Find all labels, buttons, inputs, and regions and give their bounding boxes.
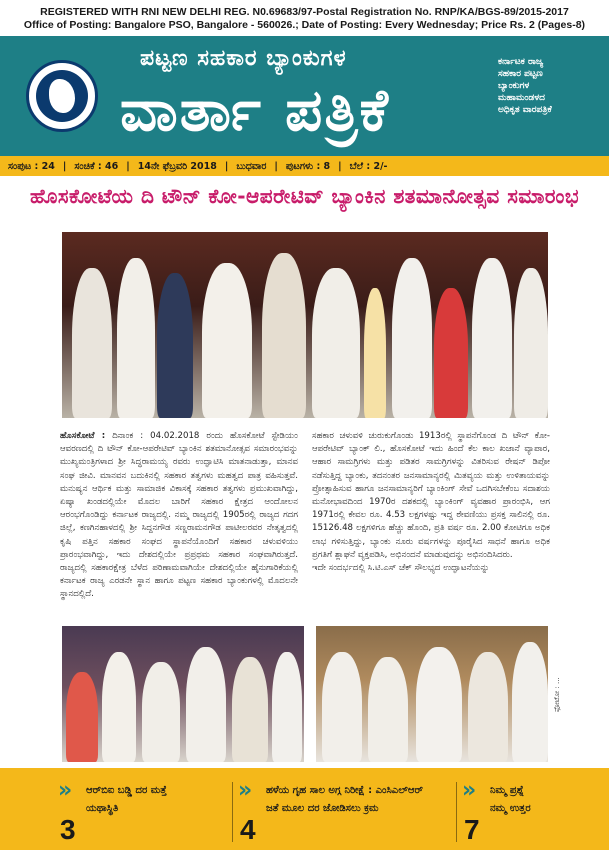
teaser-text: ಆರ್‌ಬಿಐ ಬಡ್ಡಿ ದರ ಮತ್ತೆ ಯಥಾಸ್ಥಿತಿ bbox=[86, 785, 167, 814]
issue-info-bar: ಸಂಪುಟ : 24 | ಸಂಚಿಕೆ : 46 | 14ನೇ ಫೆಬ್ರವರಿ 2018 | ಬುಧವಾರ | ಪುಟಗಳು : 8 | ಬೆಲೆ : 2/- bbox=[0, 156, 609, 176]
double-chevron-icon: » bbox=[58, 778, 73, 803]
issue-label: ಸಂಚಿಕೆ : 46 bbox=[74, 160, 119, 172]
day-label: ಬುಧವಾರ bbox=[236, 160, 267, 172]
event-photo-bottom-left bbox=[60, 624, 306, 764]
teaser-text: ಹಳೆಯ ಗೃಹ ಸಾಲ ಅಗ್ಗ ನಿರೀಕ್ಷೆ : ಎಂಸಿಎಲ್‌ಆರ್ ಜತೆ ಮೂಲ ದರ ಜೋಡಿಸಲು ಕ್ರಮ bbox=[266, 785, 424, 814]
article-column-1-text: ದಿನಾಂಕ : 04.02.2018 ರಂದು ಹೊಸಕೋಟೆ ಸ್ಟೇಡಿಯಂ ಆವರಣದಲ್ಲಿ ದಿ ಟೌನ್ ಕೋ-ಆಪರೇಟಿವ್ ಬ್ಯಾಂಕಿನ ಶತಮಾನೋತ್ಸವ ಸಮಾರಂಭವನ್ನು ಮುಖ್ಯಮಂತ್ರಿಗಳಾದ ಶ್ರೀ ಸಿದ್ಧರಾಮಯ್ಯ ರವರು ಉದ್ಘಾಟಿಸಿ ಮಾತನಾಡುತ್ತಾ, ಮಾನವ ಸಂಘ ಜೀವಿ. ಮಾನವನ ಬದುಕಿನಲ್ಲಿ ಸಹಕಾರ ತತ್ವಗಳು ಮಹತ್ವದ ಪಾತ್ರ ವಹಿಸುತ್ತವೆ. ಮನುಷ್ಯನ ಆರ್ಥಿಕ ಮತ್ತು ಸಾಮಾಜಿಕ ವಿಕಾಸಕ್ಕೆ ಸಹಕಾರ ತತ್ವಗಳು ಪ್ರಮುಖವಾಗಿದ್ದು, ಏಷ್ಯಾ ಖಂಡದಲ್ಲಿಯೇ ಮೊದಲ ಬಾರಿಗೆ ಸಹಕಾರ ಕ್ಷೇತ್ರದ ಆಂದೋಲನ ಆರಂಭಗೊಂಡಿದ್ದು ಕರ್ನಾಟಕ ರಾಜ್ಯದಲ್ಲಿ. ನಮ್ಮ ರಾಜ್ಯದಲ್ಲಿ 1905ರಲ್ಲಿ ರಾಜ್ಯದ ಗದಗ ಜಿಲ್ಲೆ, ಕಣಗಿನಹಾಳದಲ್ಲಿ ಶ್ರೀ ಸಿದ್ದನಗೌಡ ಸಣ್ಣರಾಮನಗೌಡ ಪಾಟೀಲರವರ ನೇತೃತ್ವದಲ್ಲಿ ಕೃಷಿ ಪತ್ತಿನ ಸಹಕಾರ ಸಂಘದ ಸ್ಥಾಪನೆಯೊಂದಿಗೆ ಸಹಕಾರ ಚಳುವಳಿಯು ಪ್ರಾರಂಭವಾಗಿದ್ದು, ಇದು ದೇಶದಲ್ಲಿಯೇ ಪ್ರಪ್ರಥಮ ಸಹಕಾರ ಸಂಘವಾಗಿರುತ್ತದೆ. ರಾಜ್ಯದಲ್ಲಿ ಸಹಕಾರಕ್ಷೇತ್ರ ಬೆಳೆದ ಪರಿಣಾಮವಾಗಿಯೇ ದೇಶದಲ್ಲಿಯೇ ಹೈನುಗಾರಿಕೆಯಲ್ಲಿ ಕರ್ನಾಟಕ ರಾಜ್ಯ ಎರಡನೇ ಸ್ಥಾನ ಹಾಗೂ ಪಟ್ಟಣ ಸಹಕಾರ ಬ್ಯಾಂಕುಗಳಲ್ಲಿ ಮೊದಲನೇ ಸ್ಥಾನದಲ್ಲಿದೆ. bbox=[60, 431, 298, 600]
footer-divider bbox=[456, 782, 457, 842]
teaser-page-number: 7 bbox=[464, 814, 480, 845]
teaser-page-4[interactable] bbox=[238, 780, 453, 846]
footer-teasers bbox=[0, 768, 609, 850]
registration-line-1: REGISTERED WITH RNI NEW DELHI REG. N0.69683/97-Postal Registration No. RNP/KA/BGS-89/2015-2017 bbox=[40, 6, 569, 18]
teaser-text: ನಿಮ್ಮ ಪ್ರಶ್ನೆ ನಮ್ಮ ಉತ್ತರ bbox=[490, 785, 531, 814]
double-chevron-icon: » bbox=[238, 778, 253, 803]
masthead-subtitle: ಪಟ್ಟಣ ಸಹಕಾರ ಬ್ಯಾಂಕುಗಳ bbox=[140, 46, 347, 71]
volume-label: ಸಂಪುಟ : 24 bbox=[8, 160, 55, 172]
article-column-1 bbox=[60, 430, 298, 620]
karnataka-map-logo-icon bbox=[26, 60, 98, 132]
registration-line-2: Office of Posting: Bangalore PSO, Bangalore - 560026.; Date of Posting: Every Wednesday; Price Rs. 2 (Pages-8) bbox=[23, 19, 586, 31]
teaser-page-7[interactable] bbox=[462, 780, 602, 846]
masthead-side-note: ಕರ್ನಾಟಕ ರಾಜ್ಯ ಸಹಕಾರ ಪಟ್ಟಣ ಬ್ಯಾಂಕುಗಳ ಮಹಾಮಂಡಳದ ಅಧಿಕೃತ ವಾರಪತ್ರಿಕೆ bbox=[498, 57, 552, 115]
masthead bbox=[0, 36, 609, 156]
teaser-page-number: 3 bbox=[60, 814, 76, 845]
footer-divider bbox=[232, 782, 233, 842]
article-dateline: ಹೊಸಕೋಟೆ : bbox=[60, 431, 106, 441]
pages-label: ಪುಟಗಳು : 8 bbox=[285, 160, 331, 172]
registration-header bbox=[0, 6, 609, 32]
photo-credit: ಫೋಟೋ : ... bbox=[553, 677, 561, 712]
price-label: ಬೆಲೆ : 2/- bbox=[349, 160, 388, 172]
masthead-title: ವಾರ್ತಾ ಪತ್ರಿಕೆ bbox=[120, 76, 390, 144]
date-label: 14ನೇ ಫೆಬ್ರವರಿ 2018 bbox=[137, 160, 217, 172]
teaser-page-number: 4 bbox=[240, 814, 256, 845]
main-event-photo bbox=[60, 230, 550, 420]
teaser-page-3[interactable] bbox=[58, 780, 228, 846]
event-photo-bottom-right bbox=[314, 624, 550, 764]
article-body bbox=[60, 430, 550, 620]
double-chevron-icon: » bbox=[462, 778, 477, 803]
article-column-2: ಸಹಕಾರ ಚಳುವಳಿ ಚುರುಕುಗೊಂಡು 1913ರಲ್ಲಿ ಸ್ಥಾಪನೆಗೊಂಡ ದಿ ಟೌನ್ ಕೋ-ಆಪರೇಟಿವ್ ಬ್ಯಾಂಕ್ ಲಿ., ಹೊಸಕೋಟೆ ಇದು ಹಿಂದೆ ಕೆಲ ಕಾಲ ಖಜಾನೆ ವ್ಯಾಪಾರ, ಆಹಾರ ಸಾಮಗ್ರಿಗಳು ಮತ್ತು ಪಡಿತರ ಸಾಮಗ್ರಿಗಳನ್ನು ವಿತರಿಸುವ ರೇಷನ್ ಡಿಪೋ ನಡೆಸುತ್ತಿದ್ದ ಬ್ಯಾಂಕು, ತದನಂತರ ಜನಸಾಮಾನ್ಯರಲ್ಲಿ ಮಿತವ್ಯಯ ಮತ್ತು ಉಳಿತಾಯವನ್ನು ಪ್ರೋತ್ಸಾಹಿಸುವ ಹಾಗೂ ಜನಸಾಮಾನ್ಯರಿಗೆ ಬ್ಯಾಂಕಿಂಗ್ ಸೇವೆ ಒದಗಿಸಬೇಕೆಂಬ ಸದಾಶಯ ಮನೋಭಾವದಿಂದ 1970ರ ದಶಕದಲ್ಲಿ ಬ್ಯಾಂಕಿಂಗ್ ವ್ಯವಹಾರ ಪ್ರಾರಂಭಿಸಿ, ಆಗ 1971ರಲ್ಲಿ ಕೇವಲ ರೂ. 4.53 ಲಕ್ಷಗಳಷ್ಟು ಇದ್ದ ಠೇವಣಿಯು ಪ್ರಸಕ್ತ ಸಾಲಿನಲ್ಲಿ ರೂ. 15126.48 ಲಕ್ಷಗಳಿಗೂ ಹೆಚ್ಚು ಹೊಂದಿ, ಪ್ರತಿ ವರ್ಷ ರೂ. 2.00 ಕೋಟಿಗೂ ಅಧಿಕ ಲಾಭ ಗಳಿಸುತ್ತಿದ್ದು, ಬ್ಯಾಂಕು ನೂರು ವರ್ಷಗಳನ್ನು ಪೂರೈಸಿದ ಸಾಧನೆ ಹಾಗೂ ಅಧಿಕ ಪ್ರಗತಿಗೆ ಶ್ಲಾಘನೆ ವ್ಯಕ್ತಪಡಿಸಿ, ಅಭಿನಂದನೆ ಮಾಡುವುದನ್ನು ಅಭಿನಂದಿಸಿದರು. ಇದೇ ಸಂದರ್ಭದಲ್ಲಿ ಸಿ.ಟಿ.ಎಸ್ ಚೆಕ್ ಸೌಲಭ್ಯದ ಉದ್ಘಾಟನೆಯನ್ನು bbox=[312, 431, 550, 574]
article-headline: ಹೊಸಕೋಟೆಯ ದಿ ಟೌನ್ ಕೋ-ಆಪರೇಟಿವ್ ಬ್ಯಾಂಕಿನ ಶತಮಾನೋತ್ಸವ ಸಮಾರಂಭ bbox=[29, 184, 580, 208]
